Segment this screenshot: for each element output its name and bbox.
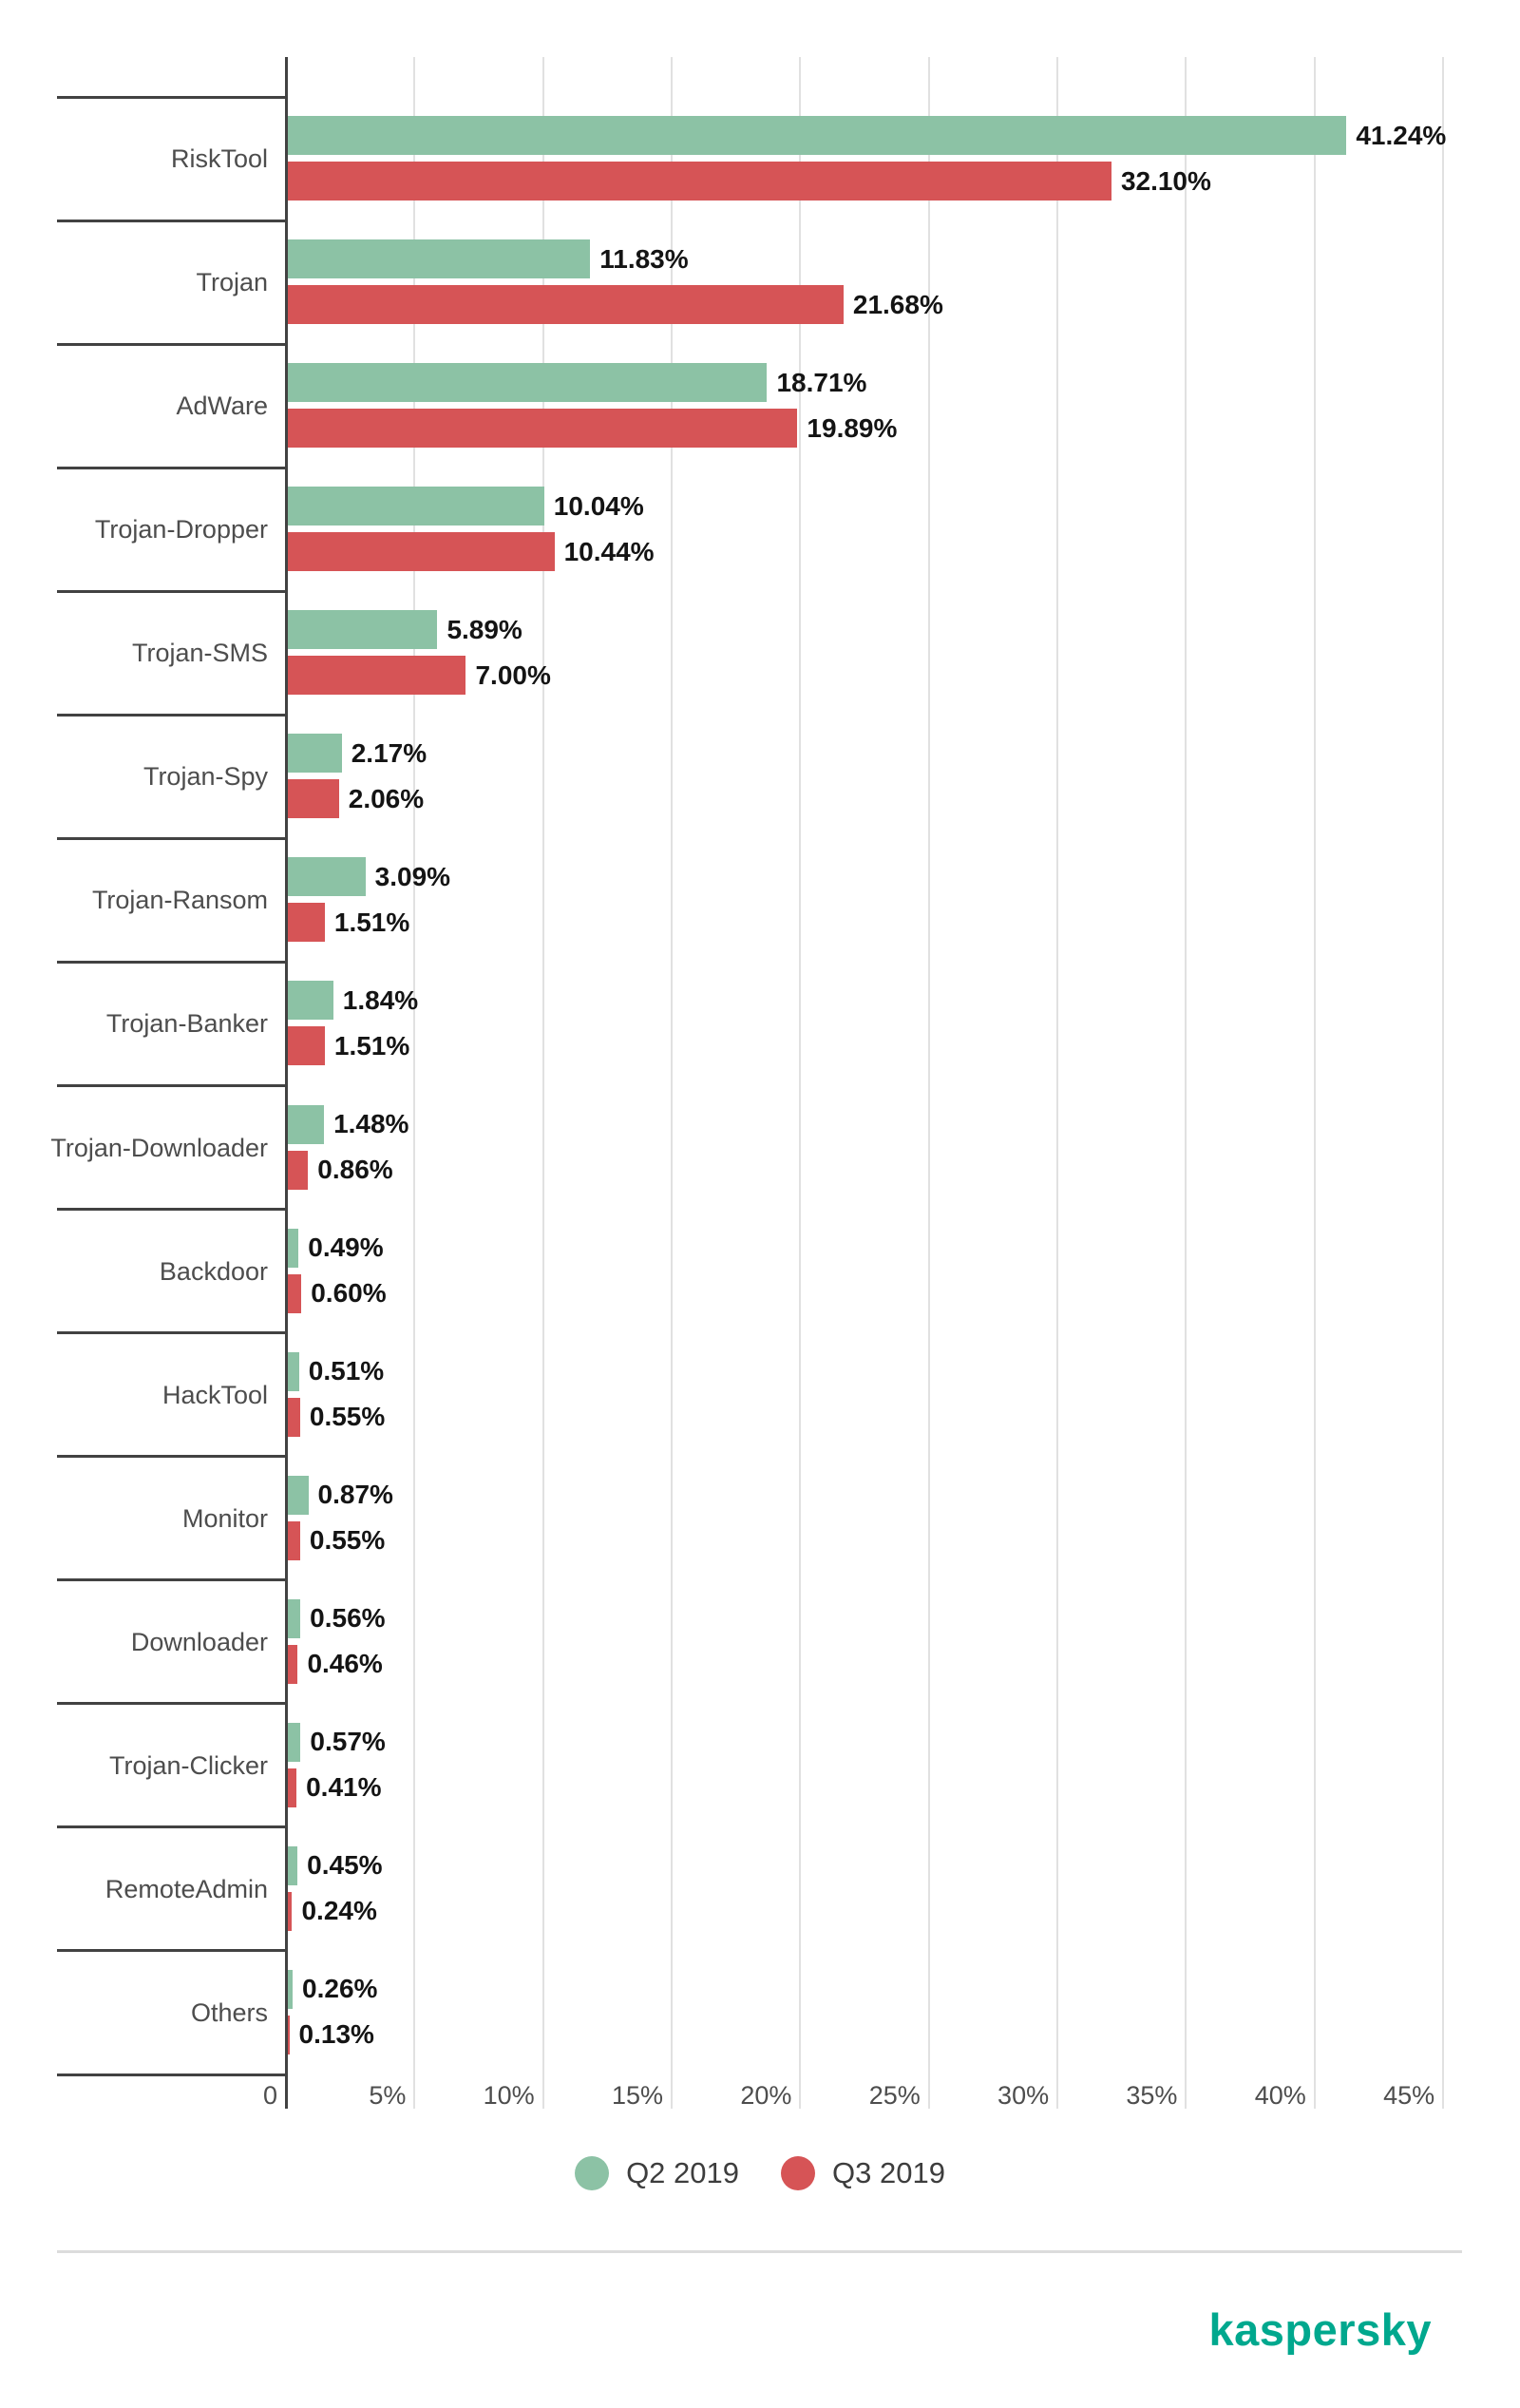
value-label: 0.24% xyxy=(301,1896,377,1926)
bar-q2-2019 xyxy=(286,610,437,649)
value-label: 0.56% xyxy=(310,1603,386,1634)
row-separator xyxy=(57,1825,286,1828)
legend-dot-icon xyxy=(575,2156,609,2190)
bar-q3-2019 xyxy=(286,656,466,695)
grid-line xyxy=(1185,57,1187,2109)
x-tick-label: 45% xyxy=(1383,2081,1435,2110)
value-label: 1.51% xyxy=(333,1030,410,1061)
bar-q2-2019 xyxy=(286,1599,300,1638)
value-label: 0.45% xyxy=(307,1850,383,1881)
category-label: Backdoor xyxy=(159,1256,268,1286)
bar-q2-2019 xyxy=(286,1846,297,1885)
legend-item xyxy=(781,2156,945,2190)
x-tick-label: 35% xyxy=(1126,2081,1178,2110)
bar-q3-2019 xyxy=(286,1151,308,1190)
row-separator xyxy=(57,590,286,593)
bar-q2-2019 xyxy=(286,1229,298,1268)
row-separator xyxy=(57,1702,286,1705)
value-label: 21.68% xyxy=(852,289,943,319)
kaspersky-logo: kaspersky xyxy=(1208,2304,1432,2355)
category-label: Trojan-Banker xyxy=(105,1009,268,1039)
value-label: 0.57% xyxy=(310,1727,386,1757)
x-tick-label: 30% xyxy=(998,2081,1050,2110)
bar-q2-2019 xyxy=(286,1105,324,1144)
bar-q2-2019 xyxy=(286,981,333,1020)
bar-q3-2019 xyxy=(286,903,325,942)
value-label: 0.51% xyxy=(308,1356,385,1386)
bar-q3-2019 xyxy=(286,1521,300,1560)
bar-q2-2019 xyxy=(286,734,342,773)
x-tick-label: 10% xyxy=(483,2081,535,2110)
footer-divider xyxy=(57,2250,1462,2253)
row-separator xyxy=(57,1331,286,1334)
category-label: Others xyxy=(190,1997,268,2027)
bar-q3-2019 xyxy=(286,532,555,571)
grid-line xyxy=(1314,57,1316,2109)
bar-q2-2019 xyxy=(286,1352,299,1391)
category-label: Trojan-Clicker xyxy=(108,1750,268,1780)
row-separator xyxy=(57,343,286,346)
category-label: Trojan-Dropper xyxy=(94,515,268,545)
bar-q2-2019 xyxy=(286,1723,300,1762)
legend-dot-icon xyxy=(781,2156,815,2190)
row-separator xyxy=(57,1578,286,1581)
value-label: 0.13% xyxy=(298,2019,374,2050)
bar-q2-2019 xyxy=(286,116,1346,155)
grid-line xyxy=(799,57,801,2109)
x-tick-label: 5% xyxy=(369,2081,407,2110)
grid-line xyxy=(928,57,930,2109)
value-label: 0.60% xyxy=(311,1278,387,1309)
bar-q2-2019 xyxy=(286,363,767,402)
value-label: 10.04% xyxy=(553,490,644,521)
bar-q2-2019 xyxy=(286,239,590,278)
value-label: 7.00% xyxy=(475,659,551,690)
x-tick-label: 15% xyxy=(612,2081,664,2110)
value-label: 0.46% xyxy=(307,1649,383,1679)
bar-q3-2019 xyxy=(286,409,797,448)
legend xyxy=(0,2150,1520,2197)
row-separator xyxy=(57,714,286,717)
grid-line xyxy=(1056,57,1058,2109)
value-label: 41.24% xyxy=(1356,120,1447,150)
value-label: 0.87% xyxy=(317,1480,393,1510)
bar-q3-2019 xyxy=(286,1398,300,1437)
value-label: 5.89% xyxy=(446,614,522,644)
bar-q3-2019 xyxy=(286,779,339,818)
bar-q2-2019 xyxy=(286,857,366,896)
value-label: 19.89% xyxy=(807,412,898,443)
value-label: 18.71% xyxy=(776,367,867,397)
bar-q3-2019 xyxy=(286,285,844,324)
value-label: 1.48% xyxy=(333,1109,409,1138)
value-label: 11.83% xyxy=(599,243,689,274)
category-label: Trojan xyxy=(196,268,268,297)
value-label: 0.49% xyxy=(308,1233,384,1263)
value-label: 1.84% xyxy=(342,984,419,1015)
y-axis-line xyxy=(285,57,288,2109)
category-label: Trojan-Ransom xyxy=(91,886,268,915)
value-label: 2.17% xyxy=(351,737,428,768)
x-tick-label: 0 xyxy=(262,2081,277,2110)
value-label: 0.55% xyxy=(309,1525,386,1556)
bar-q2-2019 xyxy=(286,487,544,526)
row-separator xyxy=(57,1455,286,1458)
legend-label: Q3 2019 xyxy=(832,2156,945,2189)
x-tick-label: 20% xyxy=(740,2081,792,2110)
row-separator xyxy=(57,467,286,469)
bar-q3-2019 xyxy=(286,1026,325,1065)
row-separator xyxy=(57,961,286,964)
value-label: 0.26% xyxy=(302,1974,378,2004)
category-label: Downloader xyxy=(130,1627,268,1656)
x-tick-label: 25% xyxy=(868,2081,921,2110)
category-label: Trojan-Spy xyxy=(142,762,268,792)
value-label: 3.09% xyxy=(374,861,451,891)
row-separator xyxy=(57,2074,286,2076)
bar-q3-2019 xyxy=(286,1768,296,1807)
grid-line xyxy=(1442,57,1444,2109)
value-label: 1.51% xyxy=(333,907,410,937)
bar-q3-2019 xyxy=(286,1274,301,1313)
row-separator xyxy=(57,96,286,99)
legend-item xyxy=(575,2156,739,2190)
category-label: Trojan-SMS xyxy=(131,639,268,668)
row-separator xyxy=(57,1208,286,1211)
category-label: Monitor xyxy=(181,1503,268,1533)
value-label: 10.44% xyxy=(563,536,655,566)
row-separator xyxy=(57,1949,286,1952)
category-label: RemoteAdmin xyxy=(104,1874,268,1903)
value-label: 2.06% xyxy=(348,783,425,813)
row-separator xyxy=(57,837,286,840)
value-label: 0.86% xyxy=(317,1155,393,1184)
legend-label: Q2 2019 xyxy=(626,2156,739,2189)
row-separator xyxy=(57,220,286,222)
bar-q3-2019 xyxy=(286,1645,297,1684)
value-label: 0.55% xyxy=(309,1402,386,1432)
value-label: 32.10% xyxy=(1120,165,1211,196)
category-label: RiskTool xyxy=(170,144,268,174)
bar-q2-2019 xyxy=(286,1476,309,1515)
category-label: AdWare xyxy=(176,392,268,421)
bar-q3-2019 xyxy=(286,162,1112,201)
category-label: HackTool xyxy=(162,1380,268,1409)
category-label: Trojan-Downloader xyxy=(50,1133,268,1162)
x-tick-label: 40% xyxy=(1254,2081,1306,2110)
row-separator xyxy=(57,1084,286,1087)
value-label: 0.41% xyxy=(306,1772,382,1803)
